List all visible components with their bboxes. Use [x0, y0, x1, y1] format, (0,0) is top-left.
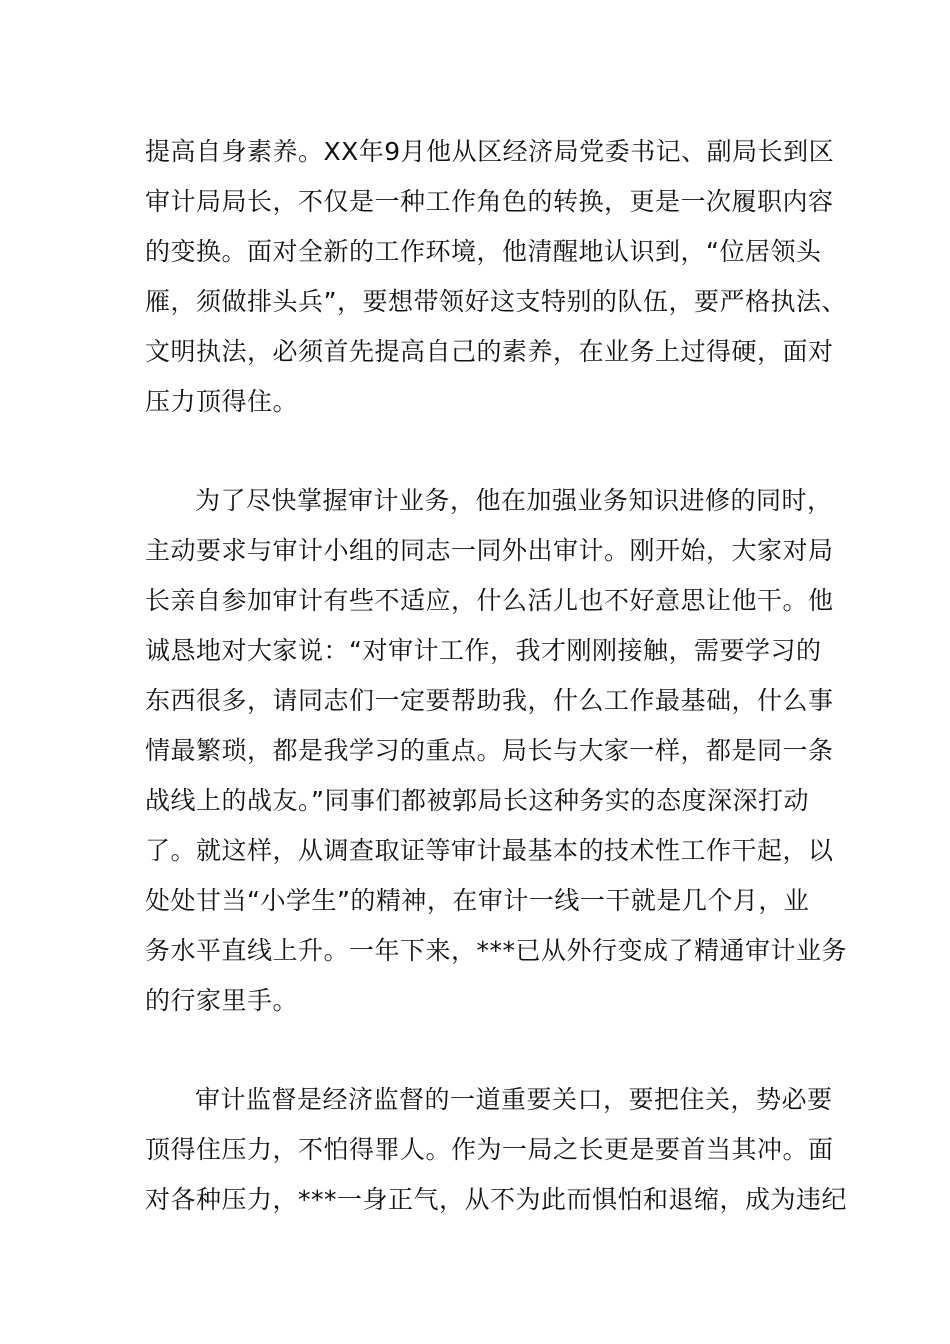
paragraph-2-line-4: 诚恳地对大家说：“对审计工作，我才刚刚接触，需要学习的	[145, 636, 822, 665]
paragraph-1-line-3: 的变换。面对全新的工作环境，他清醒地认识到，“位居领头	[145, 237, 822, 266]
paragraph-1-line-6: 压力顶得住。	[145, 387, 299, 416]
paragraph-2-line-1: 为了尽快掌握审计业务，他在加强业务知识进修的同时，	[195, 486, 833, 515]
paragraph-1-line-1: 提高自身素养。XX年9月他从区经济局党委书记、副局长到区	[145, 137, 835, 166]
paragraph-3-line-2: 顶得住压力，不怕得罪人。作为一局之长更是要首当其冲。面	[145, 1135, 834, 1164]
paragraph-2-line-6: 情最繁琐，都是我学习的重点。局长与大家一样，都是同一条	[145, 736, 834, 765]
paragraph-3-line-1: 审计监督是经济监督的一道重要关口，要把住关，势必要	[195, 1085, 833, 1114]
paragraph-2-line-2: 主动要求与审计小组的同志一同外出审计。刚开始，大家对局	[145, 536, 834, 565]
paragraph-1-line-2: 审计局局长，不仅是一种工作角色的转换，更是一次履职内容	[145, 187, 834, 216]
paragraph-2-line-9: 处处甘当“小学生”的精神，在审计一线一干就是几个月，业	[145, 886, 810, 915]
paragraph-2-line-5: 东西很多，请同志们一定要帮助我，什么工作最基础，什么事	[145, 686, 834, 715]
paragraph-1-line-4: 雁，须做排头兵”，要想带领好这支特别的队伍，要严格执法、	[145, 287, 847, 316]
paragraph-2-line-3: 长亲自参加审计有些不适应，什么活儿也不好意思让他干。他	[145, 586, 834, 615]
paragraph-2-line-11: 的行家里手。	[145, 986, 299, 1015]
paragraph-1-line-5: 文明执法，必须首先提高自己的素养，在业务上过得硬，面对	[145, 337, 834, 366]
paragraph-2-line-10: 务水平直线上升。一年下来，***已从外行变成了精通审计业务	[145, 936, 848, 965]
paragraph-3-line-3: 对各种压力，***一身正气，从不为此而惧怕和退缩，成为违纪	[145, 1185, 848, 1214]
paragraph-2-line-7: 战线上的战友。”同事们都被郭局长这种务实的态度深深打动	[145, 786, 809, 815]
paragraph-2-line-8: 了。就这样，从调查取证等审计最基本的技术性工作干起，以	[145, 836, 834, 865]
